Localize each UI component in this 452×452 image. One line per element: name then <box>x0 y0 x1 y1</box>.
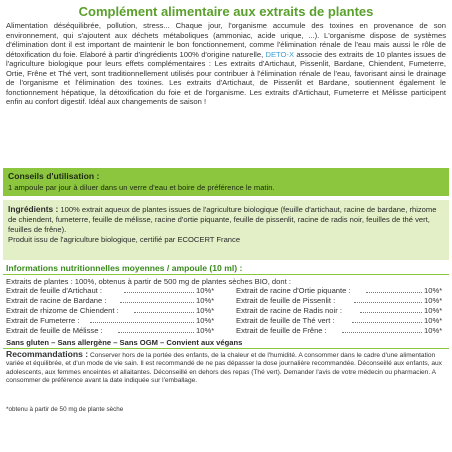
intro-paragraph <box>6 21 446 107</box>
extract-row <box>6 286 216 296</box>
extract-value: 10%* <box>424 286 443 295</box>
dotted-leader <box>366 286 422 293</box>
dotted-leader <box>120 296 194 303</box>
extract-label: Extrait de feuille d'Artichaut : <box>6 286 102 295</box>
ingredients-label: Ingrédients : <box>8 204 59 214</box>
ingredients-text: 100% extrait aqueux de plantes issues de l'agriculture biologique (feuille d'artichaut, racine de bardane, rhizome de chiendent, fumeterre, feuille de mélisse, racine d'ortie piquante, feuille de pissenlit, racine de radis noir, feuilles de thé vert, feuilles de frêne). <box>8 205 437 234</box>
dotted-leader <box>124 286 194 293</box>
intro-text-start: Alimentation déséquilibrée, pollution, stress... Chaque jour, l'organisme accumule des toxines en provenance de son environnement, qui s'ajoutent aux déchets métaboliques (ammoniac, acide urique, ...). L'organisme dispose de systèmes d'élimination dont il est important de maintenir le bon fonctionnement, comme l'élimination rénale de l'eau mais aussi le rôle de détoxification du foie. Elaboré à partir d'ingrédients 100% d'origine naturelle, <box>6 21 446 59</box>
extract-label: Extrait de Fumeterre : <box>6 316 80 325</box>
extract-row <box>236 296 448 306</box>
extract-value: 10%* <box>196 296 215 305</box>
extract-row <box>236 306 448 316</box>
nutrition-intro: Extraits de plantes : 100%, obtenus à partir de 500 mg de plantes sèches BIO, dont : <box>6 277 291 286</box>
dotted-leader <box>352 316 422 323</box>
extract-row <box>6 326 216 336</box>
usage-label: Conseils d'utilisation : <box>8 171 100 181</box>
extract-label: Extrait de racine d'Ortie piquante : <box>236 286 351 295</box>
nutrition-divider <box>3 274 449 275</box>
extract-value: 10%* <box>424 326 443 335</box>
extract-row <box>6 316 216 326</box>
extract-row <box>236 326 448 336</box>
usage-section <box>3 168 449 196</box>
extract-label: Extrait de feuille de Frêne : <box>236 326 327 335</box>
extract-value: 10%* <box>424 316 443 325</box>
nutrition-title: Informations nutritionnelles moyennes / ampoule (10 ml) : <box>6 263 243 273</box>
extract-label: Extrait de feuille de Thé vert : <box>236 316 335 325</box>
dotted-leader <box>360 306 422 313</box>
extract-label: Extrait de racine de Bardane : <box>6 296 107 305</box>
extract-value: 10%* <box>424 296 443 305</box>
extract-value: 10%* <box>196 306 215 315</box>
dotted-leader <box>354 296 422 303</box>
brand-name: DETO-X <box>265 49 295 59</box>
product-title: Complément alimentaire aux extraits de plantes <box>78 4 374 19</box>
dotted-leader <box>90 316 194 323</box>
intro-text-end: associe des extraits de 10 plantes issues de l'agriculture biologique pour leurs effets complémentaires : Les extraits d'Artichaut, Pissenlit, Bardane, Chiendent, Fumeterre, Ortie, Frêne et Thé vert, sont traditionnellement utilisés pour contribuer à l'élimination rénale de l'eau, favorisant ainsi le drainage de l'organisme et l'élimination des toxines. Les extraits d'Artichaut, de Pissenlit et Bardane, soutiennent également le fonctionnement hépatique, la détoxification du foie et de l'organisme. Les extraits d'Artichaut, Fumeterre et Mélisse participent enfin au confort digestif. Idéal aux changements de saison ! <box>6 49 446 106</box>
extract-label: Extrait de feuille de Pissenlit : <box>236 296 336 305</box>
footnote: *obtenu à partir de 50 mg de plante sèche <box>6 406 124 413</box>
extract-row <box>6 306 216 316</box>
dotted-leader <box>118 326 194 333</box>
recommendations-section <box>6 350 446 386</box>
usage-text: 1 ampoule par jour à diluer dans un verre d'eau et boire de préférence le matin. <box>8 183 275 192</box>
extract-row <box>236 286 448 296</box>
extract-value: 10%* <box>196 286 215 295</box>
extract-label: Extrait de racine de Radis noir : <box>236 306 342 315</box>
extract-value: 10%* <box>196 316 215 325</box>
recommendations-label: Recommandations : <box>6 349 89 359</box>
extract-label: Extrait de rhizome de Chiendent : <box>6 306 119 315</box>
extract-label: Extrait de feuille de Mélisse : <box>6 326 103 335</box>
ingredients-origin: Produit issu de l'agriculture biologique, certifié par ECOCERT France <box>8 235 241 244</box>
extract-row <box>6 296 216 306</box>
recommendations-text: Conserver hors de la portée des enfants, de la chaleur et de l'humidité. A consommer dans le cadre d'une alimentation variée et équilibrée, et d'un mode de vie sain. Il est recommandé de ne pas dépasser la dose journalière recommandée. Déconseillé aux enfants, aux adolescents, aux femmes enceintes et allaitantes. Déconseillé en dehors des repas (Thé vert). Demander l'avis de votre médecin ou pharmacien. A consommer de préférence avant la date indiquée sur l'emballage. <box>6 352 442 385</box>
extract-row <box>236 316 448 326</box>
extract-value: 10%* <box>424 306 443 315</box>
dietary-claims: Sans gluten – Sans allergène – Sans OGM – Convient aux végans <box>6 338 243 347</box>
dotted-leader <box>134 306 194 313</box>
extract-value: 10%* <box>196 326 215 335</box>
ingredients-section <box>3 200 449 260</box>
dotted-leader <box>342 326 422 333</box>
